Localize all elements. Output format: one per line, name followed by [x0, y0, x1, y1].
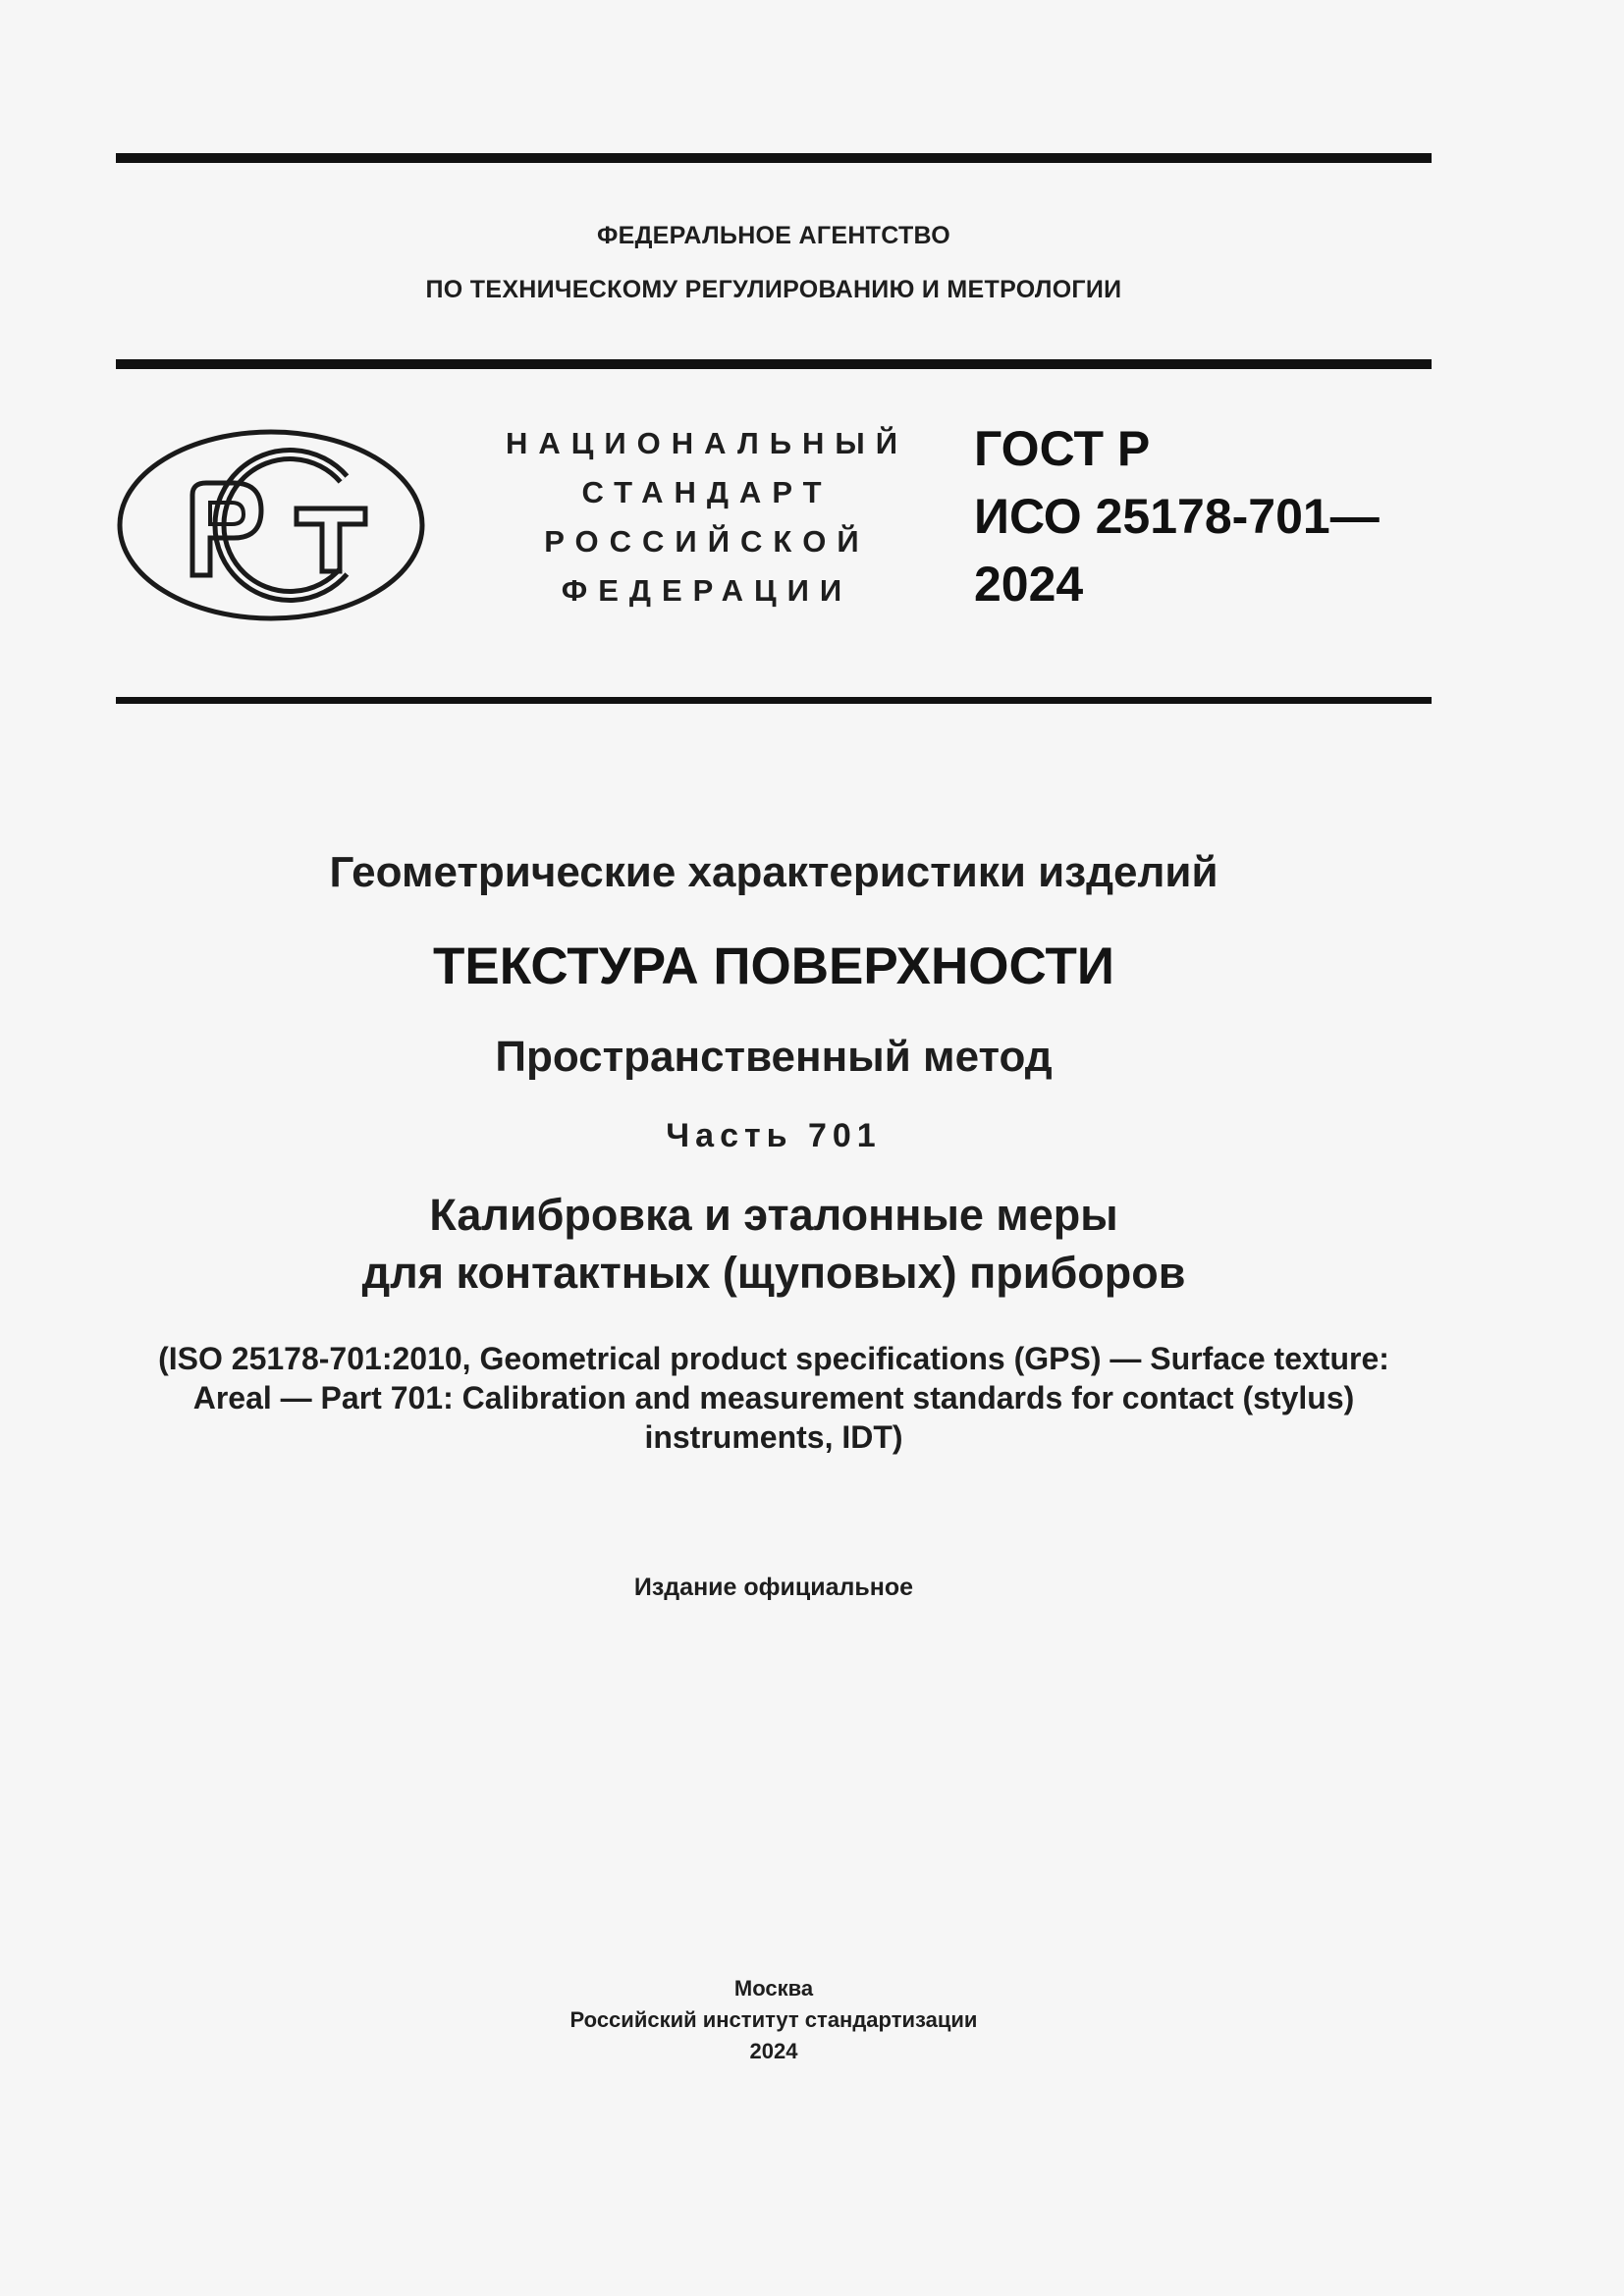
- national-standard-line-4: ФЕДЕРАЦИИ: [561, 573, 853, 608]
- top-divider: [116, 153, 1432, 163]
- national-standard-line-3: РОССИЙСКОЙ: [544, 524, 870, 559]
- document-title-general: Геометрические характеристики изделий: [329, 848, 1218, 896]
- document-subtitle-line-1: Калибровка и эталонные меры: [429, 1190, 1118, 1240]
- document-subtitle-line-2: для контактных (щуповых) приборов: [361, 1248, 1186, 1298]
- standard-designation-line-2: ИСО 25178-701—: [974, 489, 1380, 544]
- publication-city: Москва: [733, 1976, 814, 2001]
- document-title-main: ТЕКСТУРА ПОВЕРХНОСТИ: [433, 937, 1114, 995]
- document-title-method: Пространственный метод: [495, 1033, 1053, 1081]
- standard-designation-line-3: 2024: [974, 557, 1084, 612]
- iso-reference-line-1: (ISO 25178-701:2010, Geometrical product specifications (GPS) — Surface texture:: [158, 1341, 1389, 1376]
- agency-name-line-2: ПО ТЕХНИЧЕСКОМУ РЕГУЛИРОВАНИЮ И МЕТРОЛОГИИ: [425, 276, 1122, 303]
- rst-certification-mark-icon: [116, 428, 426, 622]
- publication-year: 2024: [749, 2039, 798, 2063]
- iso-reference-line-2: Areal — Part 701: Calibration and measurement standards for contact (stylus): [192, 1380, 1355, 1415]
- iso-reference-line-3: instruments, IDT): [644, 1419, 903, 1455]
- national-standard-line-2: СТАНДАРТ: [581, 475, 833, 509]
- publisher-name: Российский институт стандартизации: [569, 2007, 978, 2032]
- national-standard-line-1: НАЦИОНАЛЬНЫЙ: [505, 426, 909, 460]
- bottom-divider: [116, 697, 1432, 704]
- edition-label: Издание официальное: [633, 1574, 914, 1601]
- agency-name-line-1: ФЕДЕРАЛЬНОЕ АГЕНТСТВО: [596, 222, 951, 249]
- middle-divider: [116, 359, 1432, 369]
- document-part-number: Часть 701: [666, 1117, 882, 1154]
- standard-designation-line-1: ГОСТ Р: [974, 421, 1151, 476]
